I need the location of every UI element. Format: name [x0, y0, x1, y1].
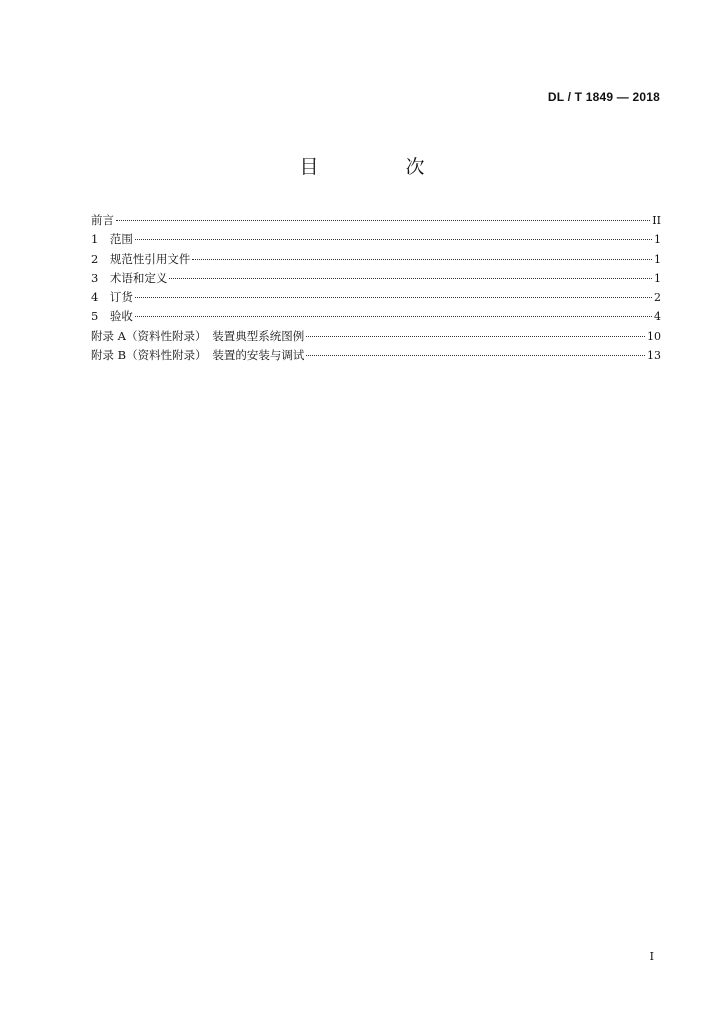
toc-entry-terms-definitions[interactable] [91, 269, 661, 288]
toc-entry-foreword[interactable] [91, 211, 661, 230]
toc-entry-label: 附录 B（资料性附录） 装置的安装与调试 [91, 348, 305, 363]
dot-leader [306, 336, 645, 337]
standard-code: DL / T 1849 — 2018 [547, 90, 660, 104]
toc-entry-appendix-a[interactable] [91, 327, 661, 346]
toc-entry-page: 10 [647, 329, 661, 343]
toc-entry-page: II [652, 214, 661, 227]
toc-entry-label: 4 订货 [91, 290, 133, 305]
toc-entry-page: 1 [654, 252, 661, 266]
toc-title: 目 次 [299, 156, 459, 178]
toc-entry-page: 4 [654, 310, 661, 324]
table-of-contents [91, 211, 661, 365]
toc-entry-label: 附录 A（资料性附录） 装置典型系统图例 [91, 328, 305, 343]
dot-leader [116, 220, 650, 221]
dot-leader [169, 278, 652, 279]
toc-entry-page: 1 [654, 233, 661, 247]
toc-entry-label: 3 术语和定义 [91, 270, 168, 285]
dot-leader [135, 297, 652, 298]
toc-entry-page: 1 [654, 271, 661, 285]
toc-entry-ordering[interactable] [91, 288, 661, 307]
toc-entry-label: 2 规范性引用文件 [91, 251, 191, 266]
toc-entry-label: 1 范围 [91, 232, 133, 247]
toc-entry-acceptance[interactable] [91, 307, 661, 326]
toc-entry-label: 前言 [91, 213, 114, 227]
toc-entry-appendix-b[interactable] [91, 346, 661, 365]
page-number: I [649, 950, 654, 963]
dot-leader [306, 355, 645, 356]
dot-leader [135, 239, 652, 240]
dot-leader [135, 316, 652, 317]
dot-leader [192, 259, 652, 260]
toc-entry-page: 2 [654, 291, 661, 305]
toc-entry-page: 13 [647, 349, 661, 363]
toc-entry-label: 5 验收 [91, 309, 133, 324]
toc-entry-scope[interactable] [91, 230, 661, 249]
toc-entry-normative-references[interactable] [91, 250, 661, 269]
